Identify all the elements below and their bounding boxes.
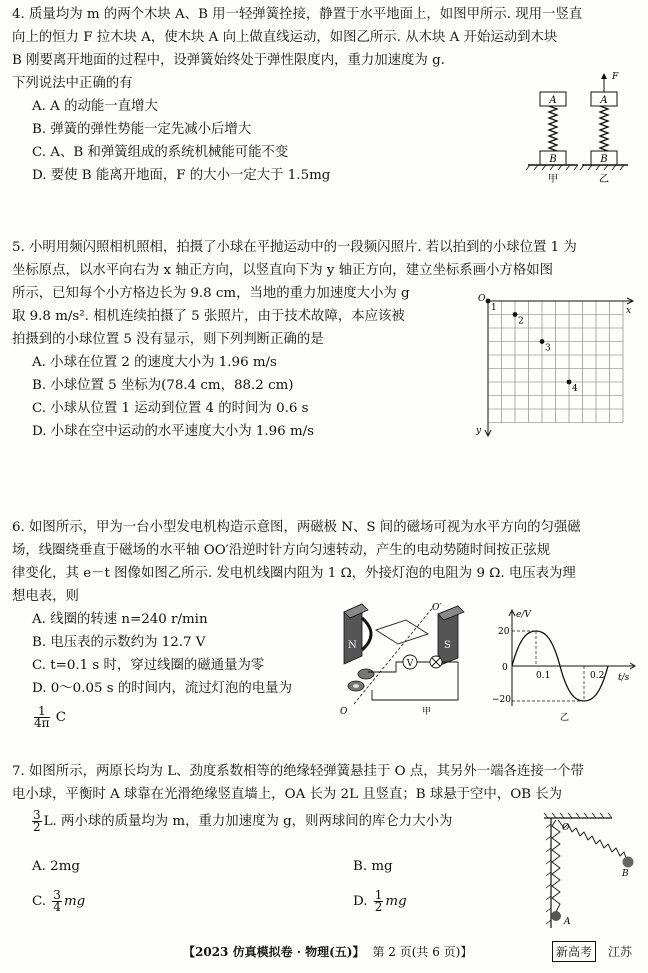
q6-line: 律变化，其 e－t 图像如图乙所示. 发电机线圈内阻为 1 Ω，外接灯泡的电阻为 9 Ω. 电压表为理 — [12, 566, 576, 581]
question-4 — [12, 3, 582, 187]
fig4-force-label: F — [612, 72, 619, 82]
grid-x-label: x — [626, 306, 632, 316]
charged-balls-figure — [540, 812, 640, 932]
ball-a-label: A — [564, 917, 571, 927]
q7-line: 电小球，平衡时 A 球靠在光滑绝缘竖直墙上，OA 长为 2L 且竖直；B 球悬于空中，OB 长为 — [12, 787, 563, 802]
q5-option-d: D. 小球在空中运动的水平速度大小为 1.96 m/s — [32, 424, 315, 439]
q7-option-a: A. 2mg — [32, 859, 80, 874]
q5-line: 坐标原点，以水平向右为 x 轴正方向，以竖直向下为 y 轴正方向，建立坐标系画小方格如图 — [12, 263, 553, 278]
ball-position-1 — [486, 299, 491, 304]
ball-position-label-3: 3 — [545, 343, 551, 354]
ball-position-2 — [513, 312, 518, 317]
q6-fraction: $\frac{1}{4\pi}$ — [34, 704, 50, 730]
q6-option-c: C. t=0.1 s 时，穿过线圈的磁通量为零 — [32, 658, 265, 673]
pole-s-label: S — [444, 640, 451, 651]
graph-xtick-1: 0.1 — [536, 671, 551, 681]
q6-line: 场，线圈绕垂直于磁场的水平轴 OO′沿逆时针方向匀速转动，产生的电动势随时间按正弦规 — [12, 543, 551, 558]
q5-line: 拍摄到的小球位置 5 没有显示，则下列判断正确的是 — [12, 332, 324, 347]
ball-position-3 — [540, 339, 545, 344]
q5-line: 所示，已知每个小方格边长为 9.8 cm，当地的重力加速度大小为 g — [12, 286, 410, 301]
spring-blocks-figure — [512, 70, 632, 190]
question-7 — [12, 760, 584, 842]
voltmeter-label: V — [406, 659, 414, 669]
generator-figure — [336, 600, 482, 718]
ball-position-label-4: 4 — [572, 384, 578, 394]
axis-top-label: O′ — [432, 603, 442, 613]
q7-option-c: C. $\frac{3}{4}$ mg — [32, 888, 86, 914]
q7-line3: $\frac{3}{2}$ L. 两小球的质量均为 m，重力加速度为 g，则两球间的库仑力大小为 — [33, 808, 453, 834]
grid-y-label: y — [476, 426, 482, 436]
fig4-label-a-left: A — [549, 95, 557, 106]
fig4-label-b-left: B — [549, 154, 557, 165]
graph-ytick-top: 20 — [498, 627, 510, 637]
fig4-label-a-right: A — [600, 95, 608, 106]
graph-caption: 乙 — [560, 713, 570, 722]
graph-x-label: t/s — [618, 673, 630, 683]
q7-option-b: B. mg — [353, 859, 393, 874]
q6-option-d-value: $\frac{1}{4\pi}$ C — [34, 704, 67, 730]
footer-region: 江苏 — [608, 945, 633, 959]
pole-n-label: N — [348, 640, 357, 651]
q7-line: 7. 如图所示，两原长均为 L、劲度系数相等的绝缘轻弹簧悬挂于 O 点，其另外一端各连接一个带 — [12, 764, 584, 779]
grid-points — [486, 299, 578, 394]
q5-line: 5. 小明用频闪照相机照相，拍摄了小球在平抛运动中的一段频闪照片. 若以拍到的小球位置 1 为 — [12, 240, 577, 255]
graph-origin: 0 — [502, 663, 508, 673]
axis-bottom-label: O — [340, 707, 348, 717]
emf-time-graph — [490, 606, 640, 722]
graph-ytick-bottom: −20 — [492, 695, 511, 705]
page-footer — [0, 940, 648, 962]
grid-lines — [488, 301, 623, 423]
fig4-caption-left: 甲 — [548, 174, 558, 185]
q6-line: 6. 如图所示，甲为一台小型发电机构造示意图，两磁极 N、S 间的磁场可视为水平方向的匀强磁 — [12, 520, 581, 535]
footer-brand: 新高考 — [552, 941, 596, 962]
ball-position-label-2: 2 — [518, 316, 524, 327]
q4-option-b: B. 弹簧的弹性势能一定先减小后增大 — [32, 122, 252, 137]
q4-option-a: A. A 的动能一直增大 — [32, 99, 158, 114]
q5-option-c: C. 小球从位置 1 运动到位置 4 的时间为 0.6 s — [32, 401, 309, 416]
footer-title: 【2023 仿真模拟卷 · 物理(五)】 第 2 页(共 6 页)】 — [183, 945, 473, 959]
q5-line: 取 9.8 m/s². 相机连续拍摄了 5 张照片，由于技术故障，本应该被 — [12, 309, 405, 324]
q4-option-c: C. A、B 和弹簧组成的系统机械能可能不变 — [32, 145, 289, 160]
graph-y-label: e/V — [516, 610, 531, 620]
generator-caption: 甲 — [422, 707, 432, 717]
fig4-caption-right: 乙 — [599, 174, 609, 185]
q7-option-d: D. $\frac{1}{2}$ mg — [353, 888, 407, 914]
projectile-grid-figure — [474, 293, 640, 443]
pivot-label: O — [562, 823, 570, 833]
ball-position-4 — [567, 380, 572, 385]
ball-position-label-1: 1 — [491, 303, 497, 313]
q4-option-d: D. 要使 B 能离开地面，F 的大小一定大于 1.5mg — [32, 168, 331, 183]
graph-xtick-2: 0.2 — [590, 671, 605, 681]
q5-option-a: A. 小球在位置 2 的速度大小为 1.96 m/s — [32, 355, 277, 370]
q4-line: 下列说法中正确的有 — [12, 76, 133, 91]
q5-option-b: B. 小球位置 5 坐标为(78.4 cm，88.2 cm) — [32, 378, 294, 393]
q6-line: 想电表，则 — [12, 589, 79, 604]
ball-b-label: B — [622, 869, 629, 879]
q4-line: B 刚要离开地面的过程中，设弹簧始终处于弹性限度内，重力加速度为 g. — [12, 53, 445, 68]
q7-fraction: $\frac{3}{2}$ — [33, 808, 41, 834]
fig4-label-b-right: B — [600, 154, 608, 165]
q4-line: 4. 质量均为 m 的两个木块 A、B 用一轻弹簧拴接，静置于水平地面上，如图甲所示. 现用一竖直 — [12, 7, 583, 22]
q4-line: 向上的恒力 F 拉木块 A，使木块 A 向上做直线运动，如图乙所示. 从木块 A 开始运动到木块 — [12, 30, 558, 45]
q6-option-a: A. 线圈的转速 n=240 r/min — [32, 612, 208, 627]
q6-option-d: D. 0～0.05 s 的时间内，流过灯泡的电量为 — [32, 681, 292, 696]
q6-option-b: B. 电压表的示数约为 12.7 V — [32, 635, 206, 650]
grid-origin-label: O — [478, 294, 486, 304]
